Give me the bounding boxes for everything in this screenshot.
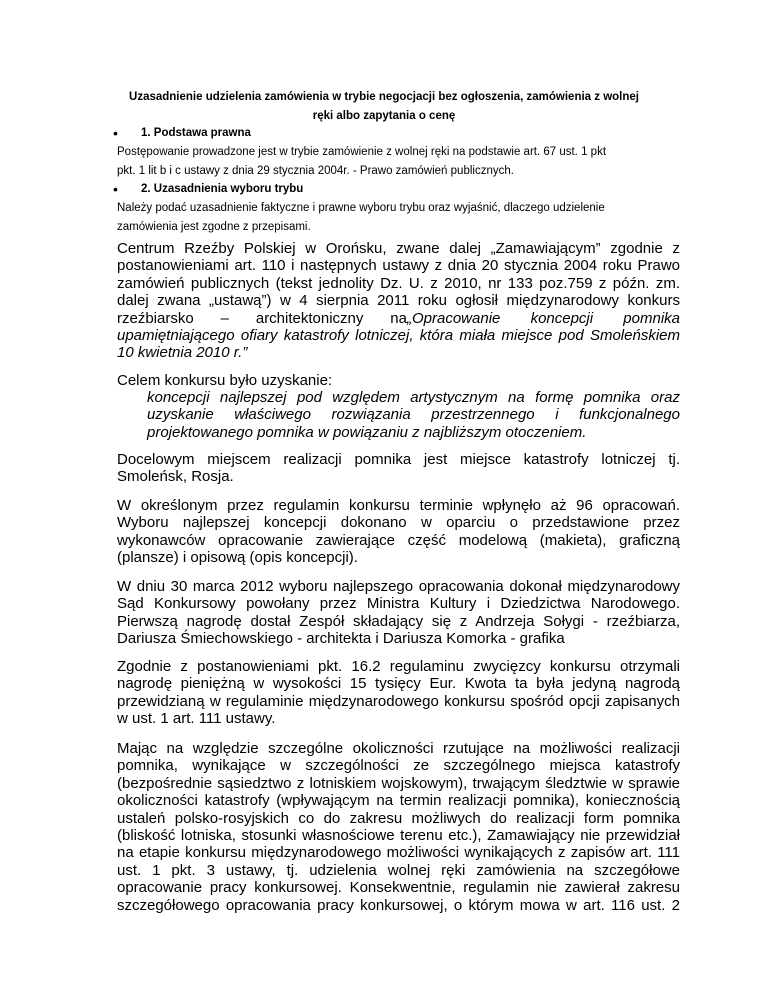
p5-line: W dniu 30 marca 2012 wyboru najlepszego opracowania dokonał międzynarodowy: [117, 578, 680, 595]
paragraph-prize: [117, 658, 680, 728]
paragraph-goal-intro: [117, 372, 680, 389]
p7-line: pomnika, wynikające w szczególności ze szczególnego miejsca katastrofy: [117, 757, 680, 775]
section-2-text: [117, 199, 689, 236]
p7-line: opracowanie pracy konkursowej. Konsekwentnie, regulamin nie zawierał zakresu: [117, 879, 680, 897]
section-1-line-1: Postępowanie prowadzone jest w trybie zamówienie z wolnej ręki na podstawie art. 67 ust. 1 pkt: [117, 146, 607, 158]
p2-line: uzyskanie właściwego rozwiązania przestrzennego i funkcjonalnego: [147, 406, 680, 424]
p6-line: Zgodnie z postanowieniami pkt. 16.2 regulaminu zwycięzcy konkursu otrzymali: [117, 658, 680, 675]
section-1-line-2: pkt. 1 lit b i c ustawy z dnia 29 stycznia 2004r. - Prawo zamówień publicznych.: [117, 164, 514, 177]
paragraph-goal-list: [147, 389, 680, 441]
p1-line: postanowieniami art. 110 i następnych ustawy z dnia 20 stycznia 2004 roku Prawo: [117, 257, 680, 275]
section-1-title: 1. Podstawa prawna: [141, 127, 251, 139]
p1-line: dalej zwana „ustawą”) w 4 sierpnia 2011 roku ogłosił międzynarodowy konkurs: [117, 292, 680, 310]
p3-line: Docelowym miejscem realizacji pomnika jest miejsce katastrofy lotniczej tj.: [117, 451, 680, 468]
p7-line: na etapie konkursu międzynarodowego możliwości wynikających z zapisów art. 111: [117, 844, 680, 862]
p7-line: (bliskość lotniska, stosunki własnościowe terenu etc.), Zamawiający nie przewidział: [117, 827, 680, 845]
p3-line: Smoleńsk, Rosja.: [117, 468, 234, 486]
paragraph-location: [117, 451, 680, 486]
section-2-line-2: zamówienia jest zgodne z przepisami.: [117, 220, 311, 233]
p1-line: 10 kwietnia 2010 r.”: [117, 344, 248, 362]
paragraph-submissions: [117, 497, 680, 567]
p7-line: okoliczności katastrofy (wpływającym na termin realizacji pomnika), koniecznością: [117, 792, 680, 810]
p2-intro: Celem konkursu było uzyskanie:: [117, 372, 333, 389]
p1-line: Centrum Rzeźby Polskiej w Orońsku, zwane dalej „Zamawiającym” zgodnie z: [117, 240, 680, 257]
p6-line: nagrodę pieniężną w wysokości 15 tysięcy Eur. Kwota ta była jedyną nagrodą: [117, 675, 680, 693]
p4-line: wykonawców opracowanie zawierające część modelową (makieta), graficzną: [117, 531, 680, 549]
p7-line: szczegółowego opracowania pracy konkursowej, o którym mowa w art. 116 ust. 2: [117, 896, 680, 914]
p7-line: ust. 1 pkt. 3 ustawy, tj. udzielenia wolnej ręki zamówienia na szczegółowe: [117, 861, 680, 879]
p2-line: koncepcji najlepszej pod względem artystycznym na formę pomnika oraz: [147, 389, 680, 406]
p7-line: ustaleń polsko-rosyjskich co do zakresu możliwych do realizacji form pomnika: [117, 809, 680, 827]
p1-line: [117, 310, 680, 327]
p4-line: Wyboru najlepszej koncepcji dokonano w oparciu o przedstawione przez: [117, 514, 680, 532]
p7-line: (bezpośrednie sąsiedztwo z lotniskiem wojskowym), trwającym śledztwie w sprawie: [117, 774, 680, 792]
section-2-title: 2. Uzasadnienia wyboru trybu: [141, 183, 304, 195]
section-2-line-1: Należy podać uzasadnienie faktyczne i prawne wyboru trybu oraz wyjaśnić, dlaczego udzielenie: [117, 202, 605, 214]
bullet-icon: •: [113, 181, 118, 197]
p1-line-5-plain: rzeźbiarsko – architektoniczny na: [117, 309, 407, 327]
p7-line: Mając na względzie szczególne okoliczności rzutujące na możliwości realizacji: [117, 740, 680, 757]
section-1-text: [117, 143, 689, 180]
p1-line-5-italic: „Opracowanie koncepcji pomnika: [407, 309, 680, 327]
p4-line: W określonym przez regulamin konkursu terminie wpłynęło aż 96 opracowań.: [117, 497, 680, 514]
bullet-icon: •: [113, 125, 118, 141]
p1-line: zamówień publicznych (tekst jednolity Dz. U. z 2010, nr 133 poz.759 z późn. zm.: [117, 274, 680, 292]
paragraph-jury: [117, 578, 680, 648]
p4-line: (plansze) i opisową (opis koncepcji).: [117, 549, 358, 567]
title-line-1: Uzasadnienie udzielenia zamówienia w trybie negocjacji bez ogłoszenia, zamówienia z wolnej: [129, 91, 639, 103]
p6-line: w ust. 1 art. 111 ustawy.: [117, 710, 276, 728]
p2-line: projektowanego pomnika w powiązaniu z najbliższym otoczeniem.: [147, 423, 587, 441]
p1-line: upamiętniającego ofiary katastrofy lotniczej, która miała miejsce pod Smoleńskiem: [117, 327, 680, 345]
p5-line: Sąd Konkursowy powołany przez Ministra Kultury i Dziedzictwa Narodowego.: [117, 595, 680, 613]
p6-line: przewidzianą w regulaminie międzynarodowego konkursu spośród opcji zapisanych: [117, 692, 680, 710]
p5-line: Dariusza Śmiechowskiego - architekta i Dariusza Komorka - grafika: [117, 630, 565, 648]
document-title: [90, 88, 678, 126]
p5-line: Pierwszą nagrodę dostał Zespół składający się z Andrzeja Sołygi - rzeźbiarza,: [117, 612, 680, 630]
paragraph-circumstances: [117, 740, 680, 914]
paragraph-competition: [117, 240, 680, 362]
title-line-2: ręki albo zapytania o cenę: [312, 110, 456, 122]
